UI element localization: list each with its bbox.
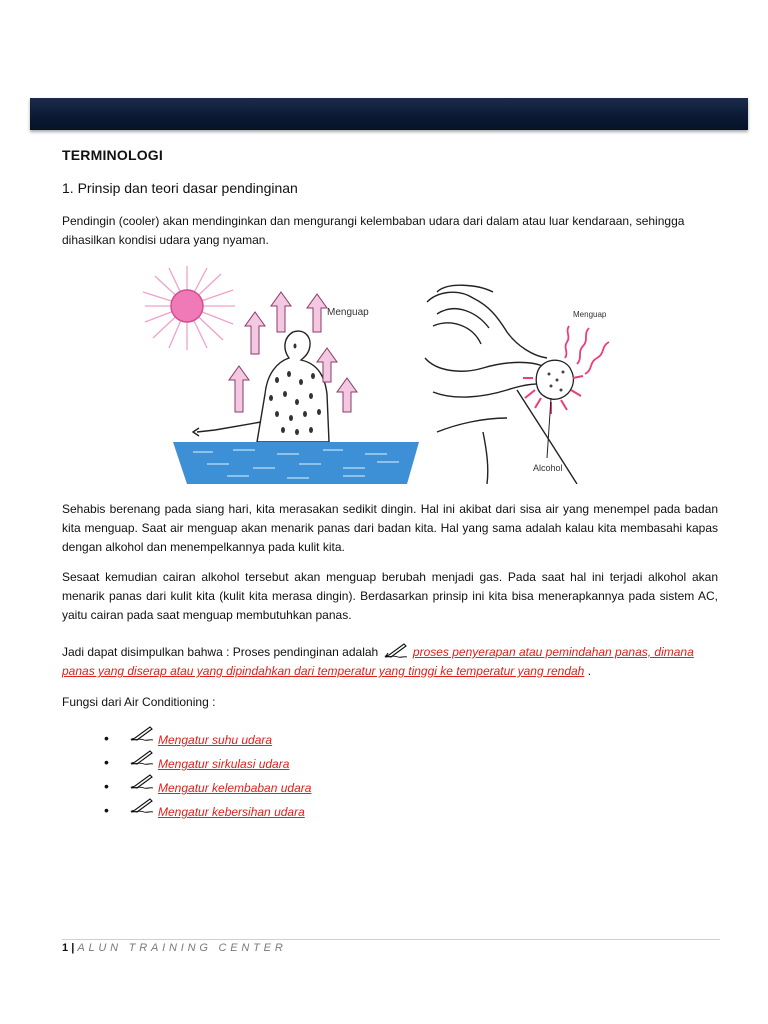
pen-icon [130, 725, 154, 741]
pen-icon [384, 642, 408, 658]
functions-label: Fungsi dari Air Conditioning : [62, 695, 216, 709]
bullet-icon: • [104, 730, 109, 746]
function-text: Mengatur suhu udara [158, 733, 273, 747]
pen-icon [130, 749, 154, 765]
person-figure [257, 331, 329, 442]
conclusion-end: . [587, 664, 592, 678]
conclusion-intro: Jadi dapat disimpulkan bahwa : Proses pendinginan adalah [62, 645, 379, 659]
function-text: Mengatur kelembaban udara [158, 781, 312, 795]
bullet-icon: • [104, 754, 109, 770]
pen-icon [130, 797, 154, 813]
footer-org: ALUN TRAINING CENTER [77, 942, 287, 954]
page-number: 1 [62, 942, 69, 954]
bullet-icon: • [104, 778, 109, 794]
function-text: Mengatur sirkulasi udara [158, 757, 290, 771]
footer-separator: | [71, 942, 75, 954]
header-bar [30, 98, 748, 130]
bullet-icon: • [104, 802, 109, 818]
menguap-label-right: Menguap [573, 310, 607, 319]
evaporation-illustration [137, 262, 647, 484]
conclusion-answer: proses penyerapan atau pemindahan panas, dimana panas yang diserap atau yang dipindahkan dari temperatur yang tinggi ke temperatur yang rendah [62, 645, 694, 678]
alcohol-label: Alcohol [533, 463, 563, 473]
intro-paragraph: Pendingin (cooler) akan mendinginkan dan mengurangi kelembaban udara dari dalam atau luar kendaraan, sehingga dihasilkan kondisi udara yang nyaman. [62, 214, 685, 247]
subsection-title: 1. Prinsip dan teori dasar pendinginan [62, 180, 298, 196]
page-footer [62, 942, 287, 954]
alcohol-cotton [536, 360, 573, 399]
footer-divider [62, 939, 720, 940]
swimming-paragraph: Sehabis berenang pada siang hari, kita merasakan sedikit dingin. Hal ini akibat dari sisa air yang menempel pada badan kita menguap. Saat air menguap akan menarik panas dari badan kita. Hal yang sama adalah kalau kita membasahi kapas dengan alkohol dan menempelkannya pada kulit kita. [62, 502, 718, 554]
sun-icon [171, 290, 203, 322]
function-text: Mengatur kebersihan udara [158, 805, 305, 819]
conclusion-paragraph [62, 642, 718, 681]
section-heading: TERMINOLOGI [62, 147, 163, 163]
alcohol-paragraph: Sesaat kemudian cairan alkohol tersebut akan menguap berubah menjadi gas. Pada saat hal ini terjadi alkohol akan menarik panas dari kulit kita (kulit kita merasa dingin). Berdasarkan prinsip ini kita bisa menerapkannya pada sistem AC, yaitu cairan pada saat menguap membutuhkan panas. [62, 570, 718, 622]
menguap-label-left: Menguap [327, 307, 369, 318]
vapor-waves [565, 326, 609, 374]
pen-icon [130, 773, 154, 789]
